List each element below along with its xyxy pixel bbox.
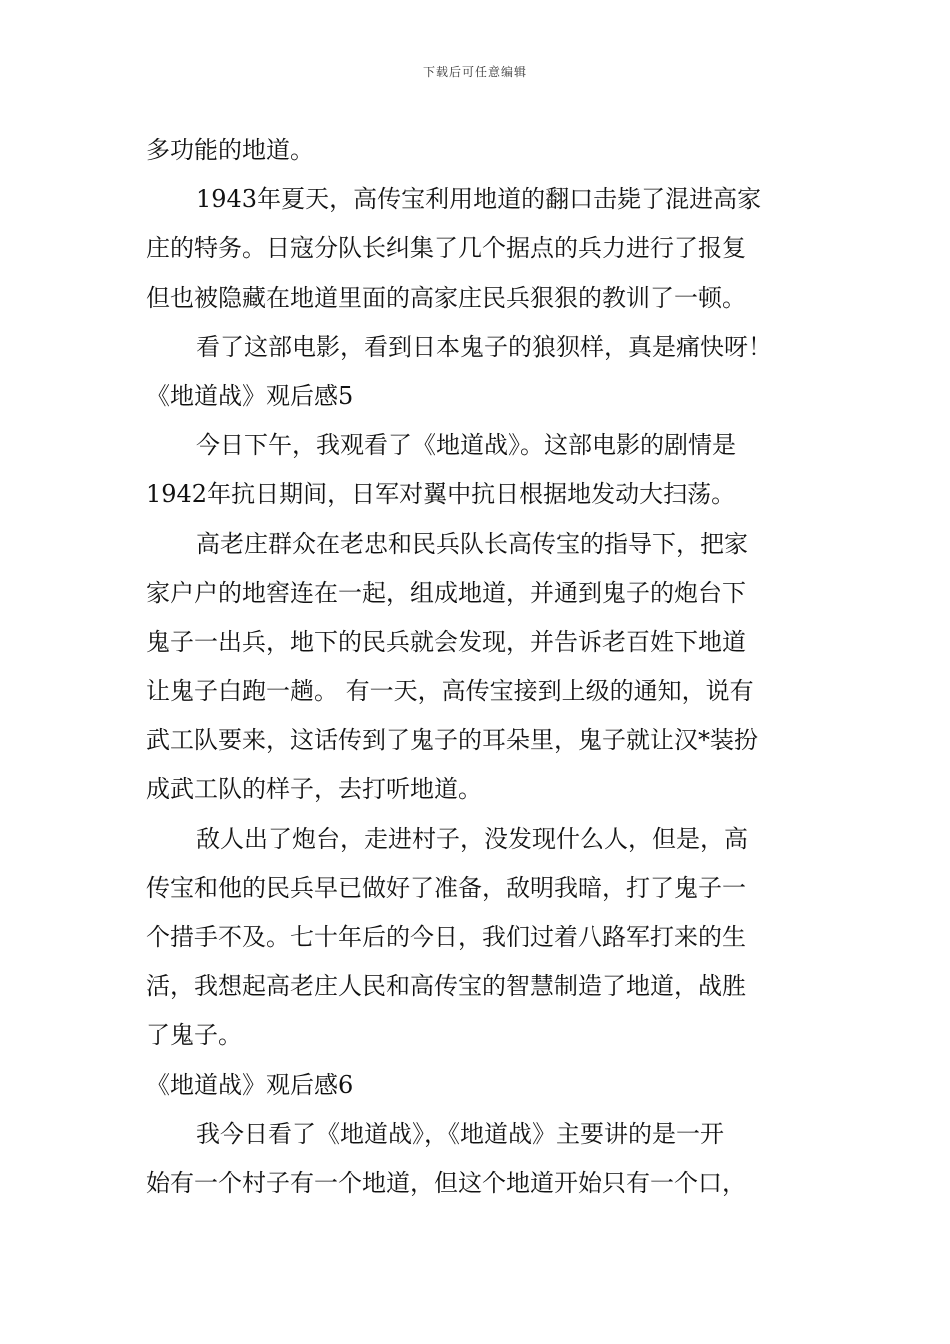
text-line: 个措手不及。七十年后的今日，我们过着八路军打来的生: [146, 923, 746, 951]
page-header: 下载后可任意编辑: [422, 65, 527, 79]
paragraph-start-line: 今日下午，我观看了《地道战》。这部电影的剧情是: [196, 431, 736, 460]
section-heading: 《地道战》观后感6: [146, 1070, 354, 1099]
paragraph-start-line: 敌人出了炮台，走进村子，没发现什么人，但是，高: [196, 824, 748, 853]
section-heading: 《地道战》观后感5: [146, 381, 354, 410]
text-line: 让鬼子白跑一趟。 有一天，高传宝接到上级的通知，说有: [146, 677, 754, 706]
text-line: 鬼子一出兵，地下的民兵就会发现，并告诉老百姓下地道: [146, 627, 746, 656]
text-line: 1942年抗日期间，日军对翼中抗日根据地发动大扫荡。: [146, 480, 736, 509]
text-line: 家户户的地窖连在一起，组成地道，并通到鬼子的炮台下: [146, 578, 746, 607]
text-line: 庄的特务。日寇分队长纠集了几个据点的兵力进行了报复: [146, 234, 746, 263]
text-line: 传宝和他的民兵早已做好了准备，敌明我暗，打了鬼子一: [146, 873, 746, 902]
text-line: 活，我想起高老庄人民和高传宝的智慧制造了地道，战胜: [146, 972, 746, 1001]
text-line: 始有一个村子有一个地道，但这个地道开始只有一个口，: [146, 1168, 746, 1197]
text-line: 但也被隐藏在地道里面的高家庄民兵狠狠的教训了一顿。: [146, 283, 746, 312]
text-line: 武工队要来，这话传到了鬼子的耳朵里，鬼子就让汉*装扮: [146, 726, 758, 755]
text-line: 多功能的地道。: [146, 136, 314, 164]
paragraph-start-line: 我今日看了《地道战》，《地道战》主要讲的是一开: [196, 1119, 724, 1148]
document-body: [146, 126, 806, 1208]
paragraph-start-line: 高老庄群众在老忠和民兵队长高传宝的指导下，把家: [196, 529, 748, 558]
paragraph-start-line: 看了这部电影，看到日本鬼子的狼狈样，真是痛快呀！: [196, 332, 772, 361]
paragraph-start-line: 1943年夏天，高传宝利用地道的翻口击毙了混进高家: [196, 185, 762, 214]
text-line: 了鬼子。: [146, 1021, 242, 1050]
text-line: 成武工队的样子，去打听地道。: [146, 775, 482, 804]
